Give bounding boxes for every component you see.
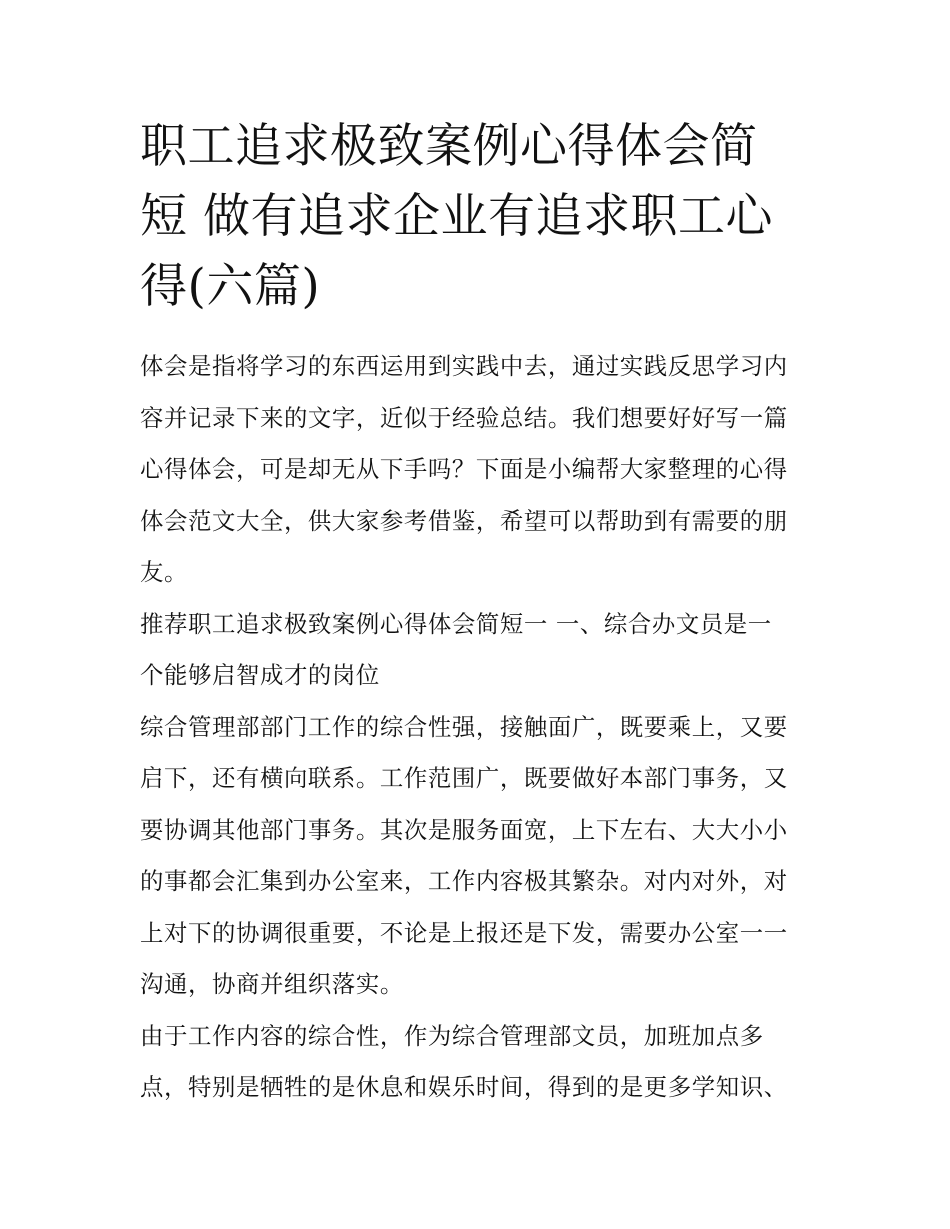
paragraph-overtime: 由于工作内容的综合性，作为综合管理部文员，加班加点多 点，特别是牺牲的是休息和娱乐时间，得到的是更多学知识、 bbox=[140, 1021, 788, 1101]
paragraph-department-work: 综合管理部部门工作的综合性强，接触面广，既要乘上，又要 启下，还有横向联系。工作范围广，既要做好本部门事务，又 要协调其他部门事务。其次是服务面宽，上下左右、大大小小 的事都会汇集到办公室来，工作内容极其繁杂。对内对外，对 上对下的协调很重要，不论是上报还是下发，需要办公室一一 沟通，协商并组织落实。 bbox=[140, 712, 788, 998]
document-content bbox=[140, 112, 812, 1114]
document-body bbox=[140, 341, 812, 1114]
paragraph-section-heading: 推荐职工追求极致案例心得体会简短一 一、综合办文员是一 个能够启智成才的岗位 bbox=[140, 609, 772, 689]
document-title: 职工追求极致案例心得体会简 短 做有追求企业有追求职工心 得(六篇) bbox=[140, 119, 773, 314]
paragraph-intro: 体会是指将学习的东西运用到实践中去，通过实践反思学习内 容并记录下来的文字，近似于经验总结。我们想要好好写一篇 心得体会，可是却无从下手吗？下面是小编帮大家整理的心得 体会范文大全，供大家参考借鉴，希望可以帮助到有需要的朋 友。 bbox=[140, 352, 788, 586]
